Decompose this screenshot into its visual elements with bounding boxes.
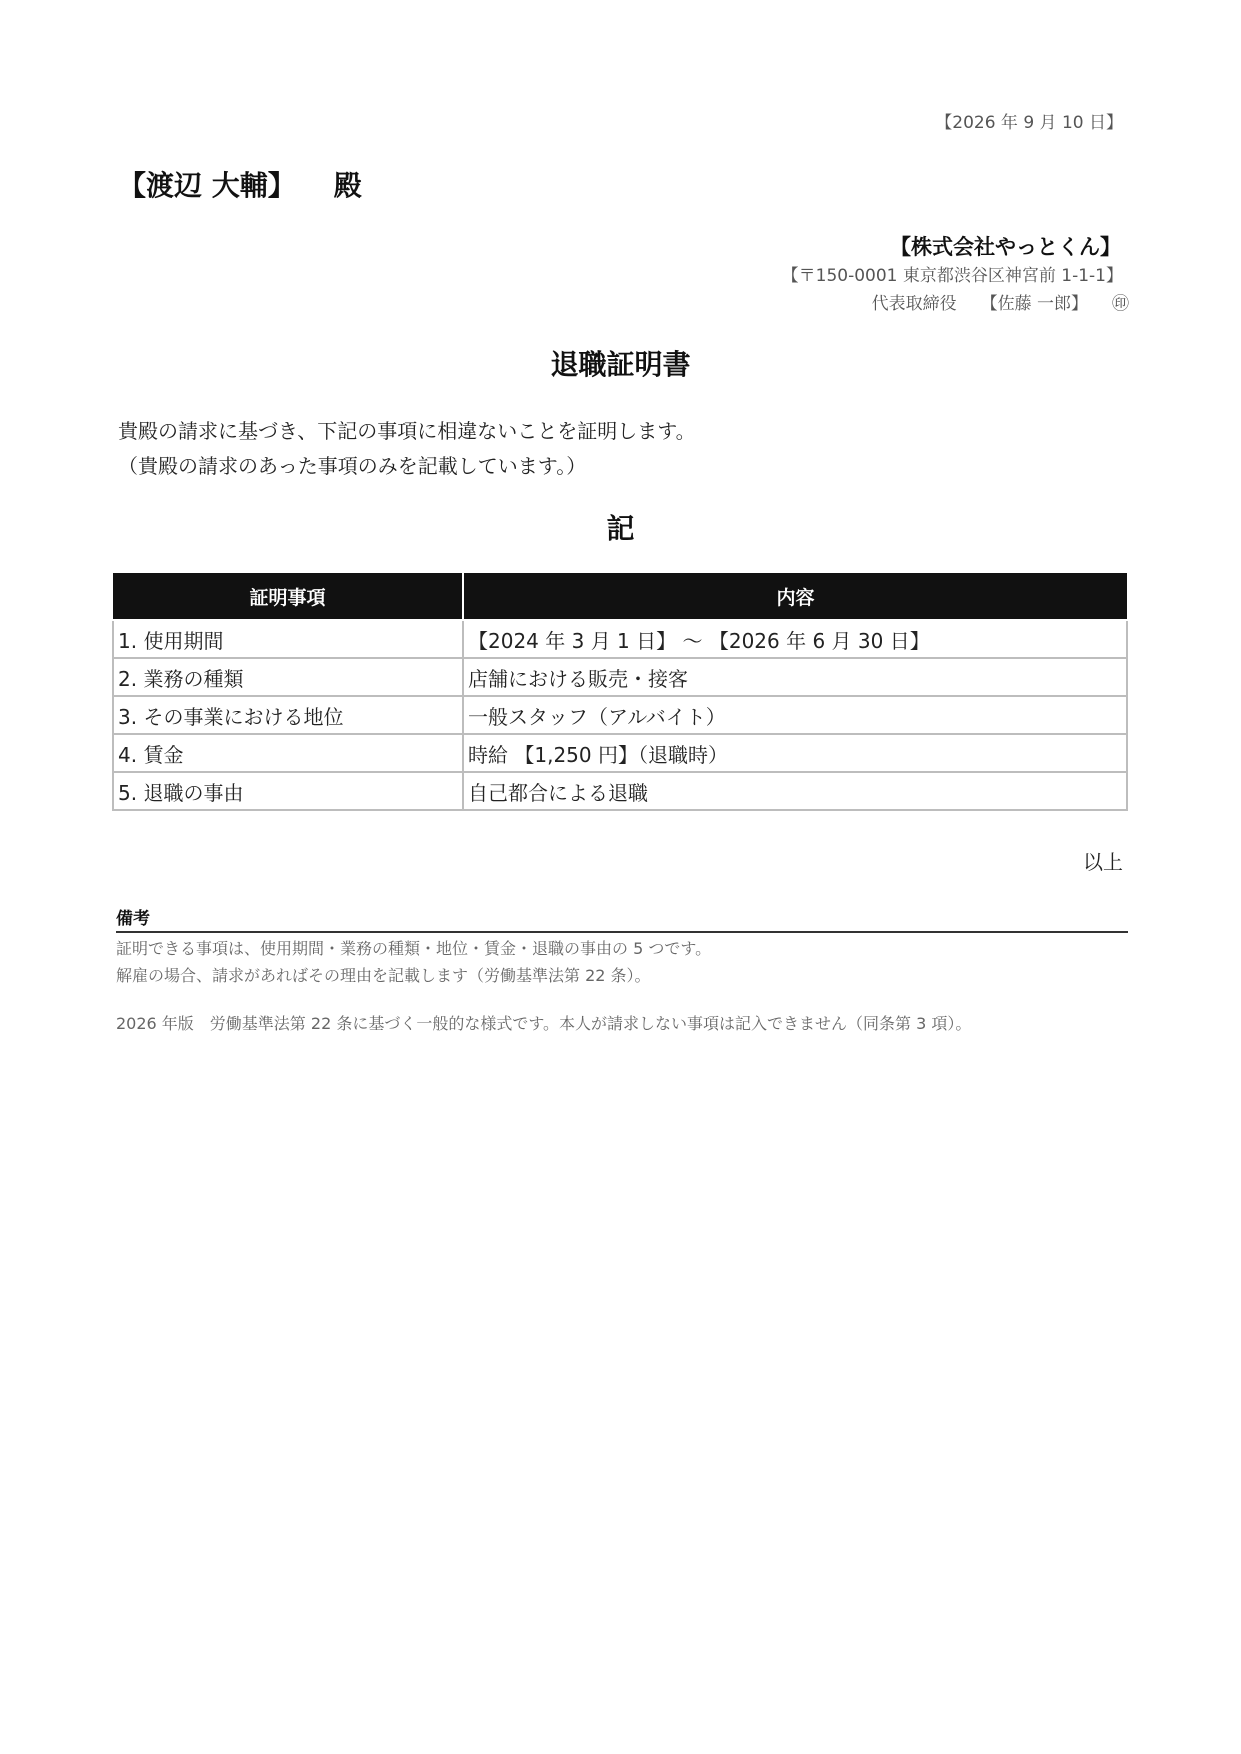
row-item: 3. その事業における地位: [113, 696, 463, 734]
row-item: 4. 賃金: [113, 734, 463, 772]
representative-name: 【佐藤 一郎】: [980, 294, 1088, 314]
closing-mark: 以上: [1083, 850, 1123, 874]
document-title: 退職証明書: [550, 348, 691, 381]
representative-title: 代表取締役: [871, 294, 957, 314]
table-row: [113, 696, 1127, 734]
issuer-company: 【株式会社やっとくん】: [890, 235, 1121, 259]
recipient-honorific: 殿: [333, 169, 362, 202]
header-content: 内容: [463, 573, 1127, 620]
row-content: 自己都合による退職: [463, 772, 1127, 810]
table-header-row: [113, 573, 1127, 620]
header-item: 証明事項: [113, 573, 463, 620]
remarks-section: [116, 904, 1128, 989]
row-content: 店舗における販売・接客: [463, 658, 1127, 696]
remarks-line-2: 解雇の場合、請求があればその理由を記載します（労働基準法第 22 条）。: [116, 966, 651, 985]
intro-line-1: 貴殿の請求に基づき、下記の事項に相違ないことを証明します。: [118, 419, 696, 443]
row-content: 【2024 年 3 月 1 日】 〜 【2026 年 6 月 30 日】: [463, 620, 1127, 658]
remarks-heading: 備考: [116, 904, 1128, 933]
table-row: [113, 772, 1127, 810]
row-item: 2. 業務の種類: [113, 658, 463, 696]
seal-mark: ㊞: [1112, 294, 1129, 314]
row-content: 一般スタッフ（アルバイト）: [463, 696, 1127, 734]
recipient: [118, 164, 362, 204]
row-item: 5. 退職の事由: [113, 772, 463, 810]
table-row: [113, 658, 1127, 696]
intro-line-2: （貴殿の請求のあった事項のみを記載しています。）: [118, 454, 587, 478]
issuer-address: 【〒150-0001 東京都渋谷区神宮前 1-1-1】: [781, 266, 1123, 286]
intro-text: [118, 414, 696, 484]
row-item: 1. 使用期間: [113, 620, 463, 658]
issue-date: 【2026 年 9 月 10 日】: [935, 113, 1123, 133]
table-row: [113, 734, 1127, 772]
recipient-name: 【渡辺 大輔】: [118, 169, 296, 202]
row-content: 時給 【1,250 円】（退職時）: [463, 734, 1127, 772]
remarks-line-1: 証明できる事項は、使用期間・業務の種類・地位・賃金・退職の事由の 5 つです。: [116, 939, 712, 958]
issuer-representative-line: [782, 290, 1129, 318]
table-row: [113, 620, 1127, 658]
ki-heading: 記: [606, 512, 635, 545]
footer-note: 2026 年版 労働基準法第 22 条に基づく一般的な様式です。本人が請求しない事項は記入できません（同条第 3 項）。: [116, 1014, 972, 1033]
issuer-block: [782, 232, 1129, 318]
certification-table: [112, 573, 1128, 811]
